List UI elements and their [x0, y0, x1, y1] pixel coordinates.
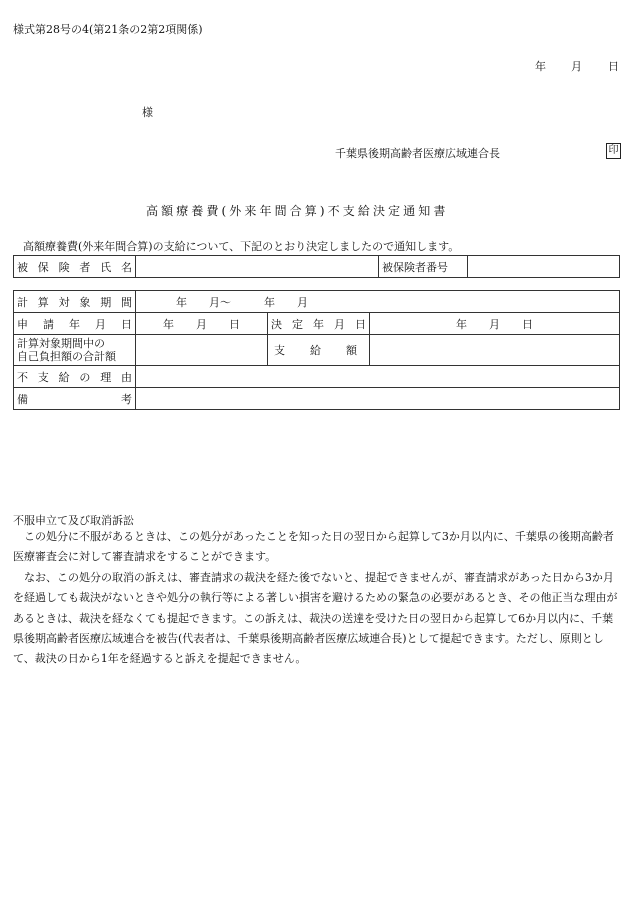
application-date-value[interactable]: 年 月 日	[136, 313, 268, 335]
date-year: 年	[535, 60, 546, 73]
insured-number-label: 被保険者番号	[379, 256, 468, 278]
application-date-label: 申請年月日	[14, 313, 136, 335]
appeal-paragraph-2: なお、この処分の取消の訴えは、審査請求の裁決を経た後でないと、提起できませんが、審査請求があった日から3か月を経過しても裁決がないときや処分の執行等による著しい損害を避けるための緊急の必要があるとき、その他正当な理由があるときは、裁決を経なくても提起できます。この訴えは、裁決の送達を受けた日の翌日から起算して6か月以内に、千葉県後期高齢者医療広域連合を被告(代表者は、千葉県後期高齢者医療広域連合長)として提起できます。ただし、原則として、裁決の日から1年を経過すると訴えを提起できません。	[13, 571, 618, 666]
issuer-name: 千葉県後期高齢者医療広域連合長	[335, 147, 500, 160]
period-value[interactable]: 年 月～ 年 月	[136, 291, 620, 313]
insured-name-field[interactable]	[136, 256, 379, 278]
copay-label-line1: 計算対象期間中の	[17, 337, 105, 350]
table-row	[14, 335, 620, 366]
date-month: 月	[571, 60, 582, 73]
issue-date	[535, 58, 619, 74]
table-row	[14, 256, 620, 278]
non-payment-reason-label: 不支給の理由	[14, 366, 136, 388]
copay-label-line2: 自己負担額の合計額	[17, 350, 116, 363]
period-label: 計算対象期間	[14, 291, 136, 313]
intro-text: 高額療養費(外来年間合算)の支給について、下記のとおり決定しましたので通知します。	[23, 240, 460, 253]
non-payment-reason-field[interactable]	[136, 366, 620, 388]
insured-number-field[interactable]	[468, 256, 620, 278]
insured-table	[13, 255, 620, 278]
date-day: 日	[608, 60, 619, 73]
seal-stamp: 印	[606, 143, 621, 159]
table-row	[14, 366, 620, 388]
table-row	[14, 313, 620, 335]
document-title: 高額療養費(外来年間合算)不支給決定通知書	[146, 204, 449, 218]
appeal-heading: 不服申立て及び取消訴訟	[13, 514, 134, 527]
payment-amount-field[interactable]	[370, 335, 620, 366]
addressee-suffix: 様	[142, 106, 153, 119]
decision-date-value[interactable]: 年 月 日	[370, 313, 620, 335]
appeal-paragraph-1: この処分に不服があるときは、この処分があったことを知った日の翌日から起算して3か月以内に、千葉県の後期高齢者医療審査会に対して審査請求をすることができます。	[13, 530, 614, 564]
table-row	[14, 388, 620, 410]
decision-date-label: 決定年月日	[268, 313, 370, 335]
copay-total-label	[14, 335, 136, 366]
remarks-field[interactable]	[136, 388, 620, 410]
copay-total-field[interactable]	[136, 335, 268, 366]
insured-name-label: 被保険者氏名	[14, 256, 136, 278]
remarks-label: 備考	[14, 388, 136, 410]
table-row	[14, 291, 620, 313]
payment-amount-label: 支給額	[268, 335, 370, 366]
decision-table	[13, 290, 620, 410]
form-number: 様式第28号の4(第21条の2第2項関係)	[13, 23, 203, 36]
